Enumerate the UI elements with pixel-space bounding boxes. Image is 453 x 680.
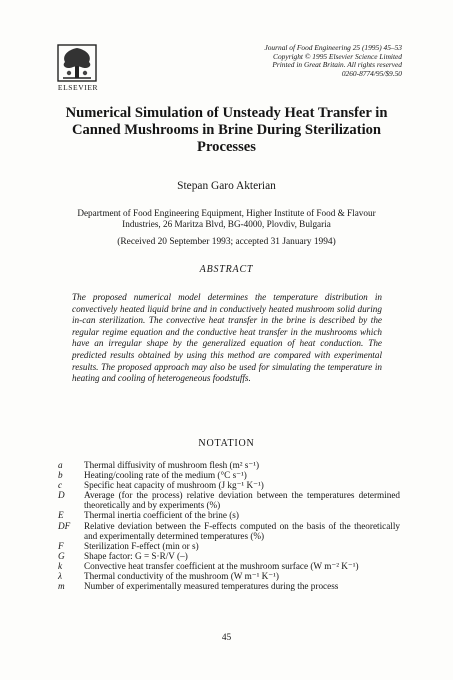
page-number: 45 [221,633,232,643]
notation-definition: Thermal conductivity of the mushroom (W m⁻¹ K⁻¹) [84,571,279,582]
journal-citation [212,44,402,78]
journal-line: Copyright © 1995 Elsevier Science Limited [273,51,402,61]
notation-definition: Specific heat capacity of mushroom (J kg⁻¹ K⁻¹) [84,480,264,491]
notation-entry [58,581,400,591]
notation-definition: Thermal inertia coefficient of the brine (s) [84,510,239,521]
elsevier-logo [57,44,99,92]
notation-entry [58,551,400,561]
notation-definition: Convective heat transfer coefficient at the mushroom surface (W m⁻² K⁻¹) [84,560,359,571]
author-affiliation: Department of Food Engineering Equipment, Higher Institute of Food & Flavour Industries, 26 Maritza Blvd, BG-4000, Plovdiv, Bulgaria [77,208,376,230]
notation-symbol: F [58,540,64,551]
notation-definition: Relative deviation between the F-effects computed on the basis of the theoretically and experimentally determined temperatures (%) [84,520,400,541]
notation-definition: Number of experimentally measured temperatures during the process [84,581,339,592]
notation-entry [58,490,400,510]
abstract-heading: ABSTRACT [199,264,254,275]
journal-line: Printed in Great Britain. All rights reserved [272,60,402,70]
notation-entry [58,480,400,490]
notation-symbol: m [58,581,65,592]
notation-list [58,460,400,591]
abstract-text: The proposed numerical model determines the temperature distribution in convectively heated liquid brine and in conductively heated mushroom solid during in-can sterilization. The convective heat transfer in the brine is described by the regular regime equation and the conductive heat transfer in the mushrooms which have an irregular shape by the generalized equation of heat conduction. The predicted results obtained by using this method are compared with experimental results. The proposed approach may also be used for simulating the temperature in heating and cooling of heterogeneous foodstuffs. [72,292,382,384]
notation-symbol: k [58,560,63,571]
notation-entry [58,541,400,551]
journal-line: Journal of Food Engineering 25 (1995) 45–53 [264,43,402,52]
author-name: Stepan Garo Akterian [177,180,276,192]
notation-symbol: E [58,510,64,521]
received-dates: (Received 20 September 1993; accepted 31 January 1994) [117,237,336,247]
notation-symbol: D [58,490,65,501]
notation-symbol: G [58,550,65,561]
notation-heading: NOTATION [198,438,255,449]
notation-symbol: a [58,460,63,470]
elsevier-tree-icon [57,44,97,82]
notation-symbol: c [58,480,63,491]
elsevier-wordmark: ELSEVIER [57,83,99,92]
paper-title: Numerical Simulation of Unsteady Heat Transfer in Canned Mushrooms in Brine During Sterilization Processes [65,105,388,155]
notation-definition: Average (for the process) relative deviation between the temperatures determined theoretically and by experiments (%) [84,490,400,511]
notation-entry [58,510,400,520]
notation-entry [58,561,400,571]
notation-symbol: DF [58,520,71,531]
notation-definition: Sterilization F-effect (min or s) [84,540,199,551]
notation-definition: Heating/cooling rate of the medium (°C s⁻¹) [84,470,247,481]
notation-entry [58,521,400,541]
notation-definition: Shape factor: G = S·R/V (–) [84,550,188,561]
notation-symbol: b [58,470,63,481]
notation-symbol: λ [58,571,62,582]
notation-definition: Thermal diffusivity of mushroom flesh (m² s⁻¹) [84,460,260,470]
notation-entry [58,571,400,581]
notation-entry [58,470,400,480]
journal-line: 0260-8774/95/$9.50 [341,68,402,78]
notation-entry [58,460,400,470]
